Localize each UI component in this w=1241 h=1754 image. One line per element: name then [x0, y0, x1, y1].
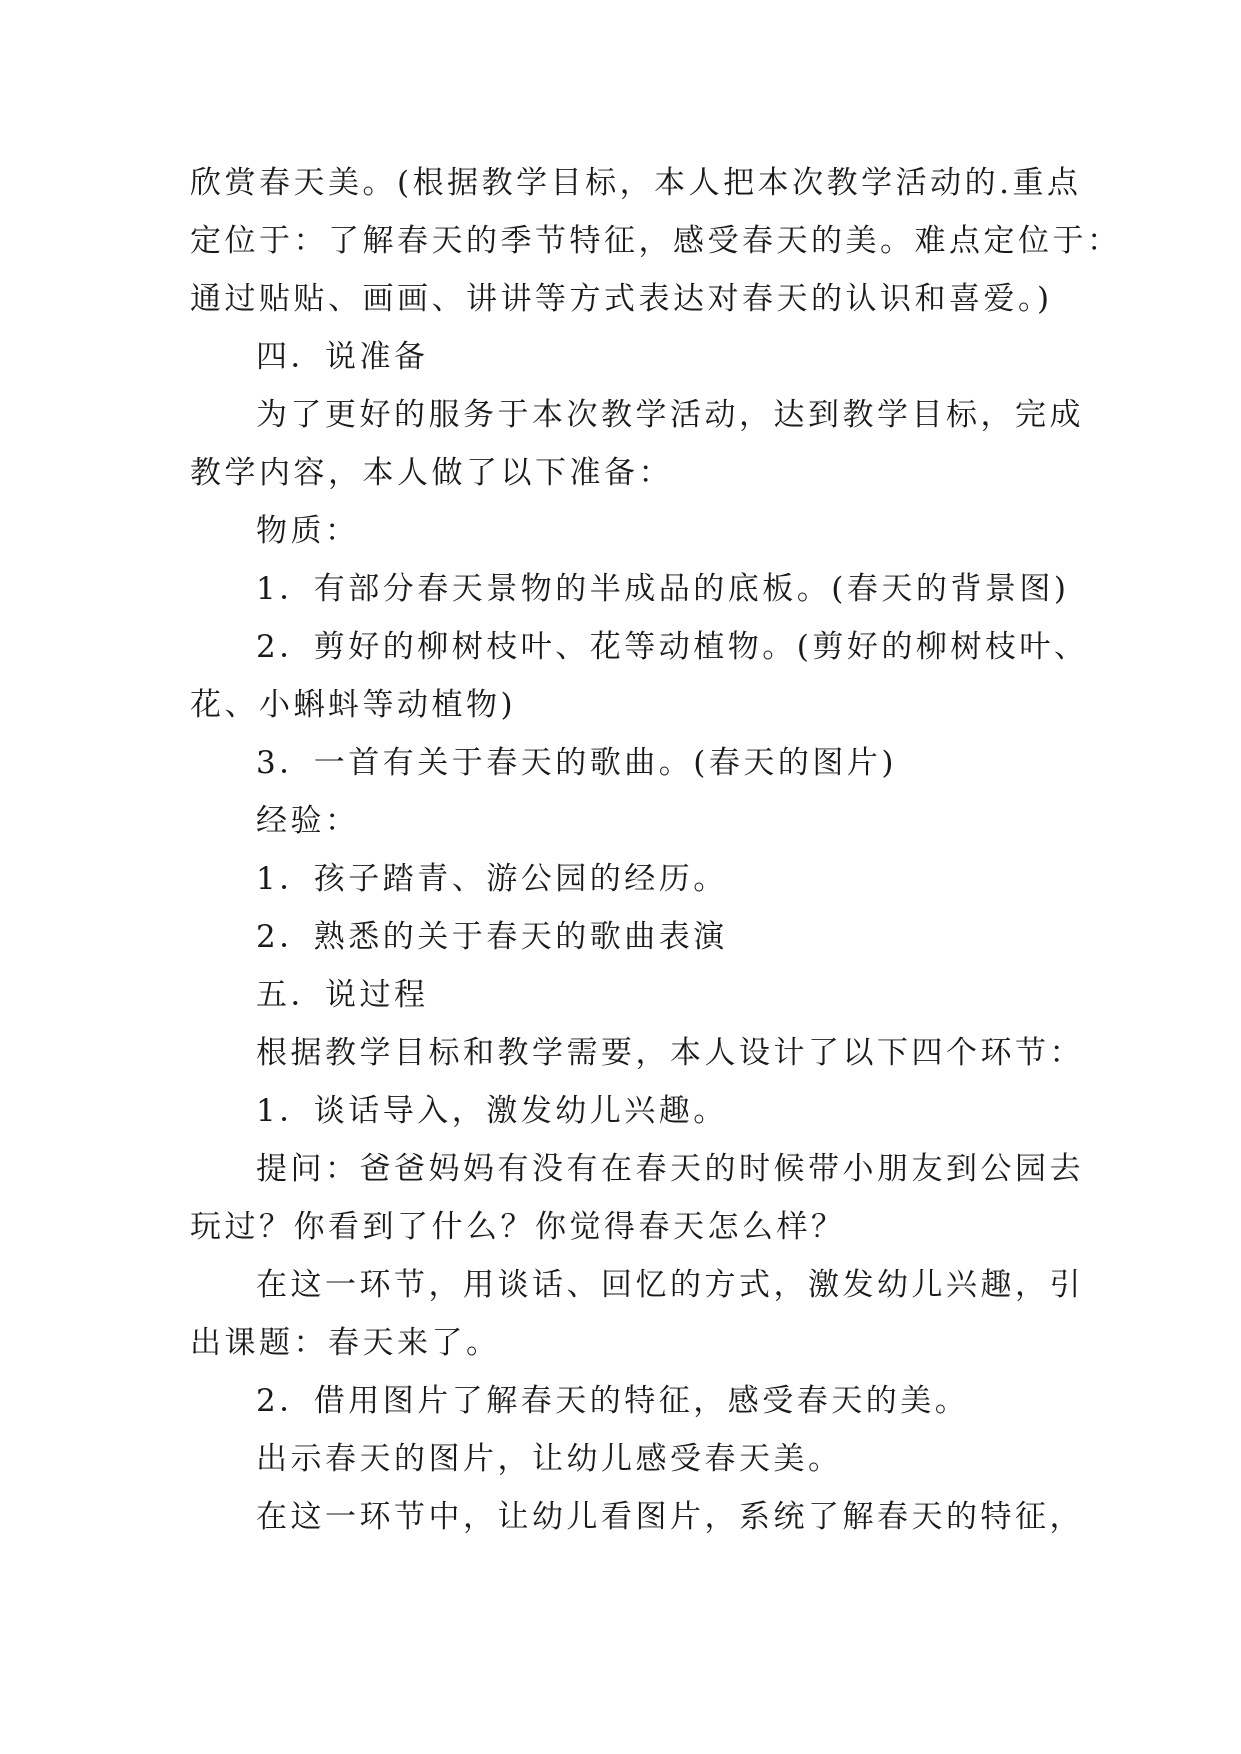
text-line: 教学内容，本人做了以下准备： [190, 455, 673, 491]
section-heading: 四．说准备 [256, 339, 429, 375]
text-line: 定位于：了解春天的季节特征，感受春天的美。难点定位于： [190, 223, 1122, 259]
text-line: 欣赏春天美。(根据教学目标，本人把本次教学活动的.重点 [190, 165, 1082, 201]
text-line: 玩过？你看到了什么？你觉得春天怎么样？ [190, 1209, 846, 1245]
list-item: 1．有部分春天景物的半成品的底板。(春天的背景图) [256, 571, 1070, 607]
text-line: 提问：爸爸妈妈有没有在春天的时候带小朋友到公园去 [256, 1151, 1084, 1187]
text-line: 在这一环节，用谈话、回忆的方式，激发幼儿兴趣，引 [256, 1267, 1084, 1303]
text-line: 为了更好的服务于本次教学活动，达到教学目标，完成 [256, 397, 1084, 433]
list-item: 2．剪好的柳树枝叶、花等动植物。(剪好的柳树枝叶、 [256, 629, 1089, 665]
text-line: 根据教学目标和教学需要，本人设计了以下四个环节： [256, 1035, 1084, 1071]
list-item: 2．熟悉的关于春天的歌曲表演 [256, 919, 728, 955]
subheading: 物质： [256, 513, 360, 549]
text-line: 花、小蝌蚪等动植物) [190, 687, 517, 723]
text-line: 在这一环节中，让幼儿看图片，系统了解春天的特征， [256, 1499, 1084, 1535]
text-line: 出示春天的图片，让幼儿感受春天美。 [256, 1441, 843, 1477]
text-line: 出课题：春天来了。 [190, 1325, 501, 1361]
text-line: 通过贴贴、画画、讲讲等方式表达对春天的认识和喜爱。) [190, 281, 1053, 317]
list-item: 1．谈话导入，激发幼儿兴趣。 [256, 1093, 728, 1129]
subheading: 经验： [256, 803, 360, 839]
list-item: 1．孩子踏青、游公园的经历。 [256, 861, 728, 897]
section-heading: 五．说过程 [256, 977, 429, 1013]
list-item: 2．借用图片了解春天的特征，感受春天的美。 [256, 1383, 970, 1419]
list-item: 3．一首有关于春天的歌曲。(春天的图片) [256, 745, 897, 781]
